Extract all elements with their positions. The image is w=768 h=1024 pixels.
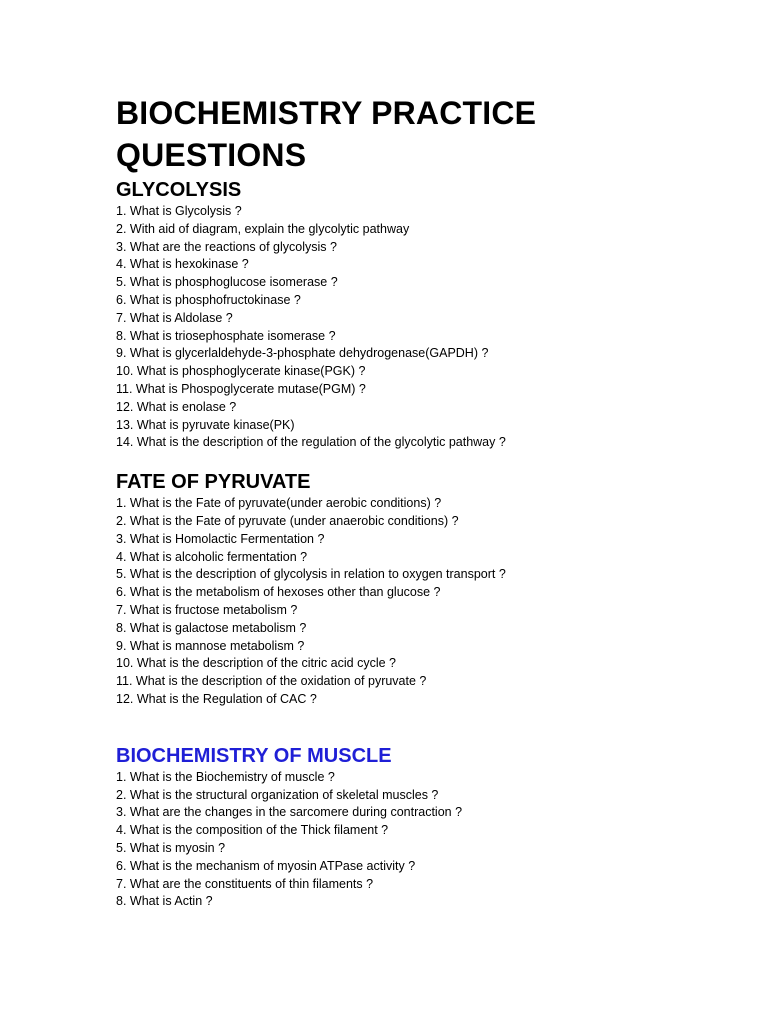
question-item: 7. What are the constituents of thin filaments ?	[116, 876, 374, 891]
question-item: 8. What is triosephosphate isomerase ?	[116, 328, 336, 343]
question-item: 3. What are the changes in the sarcomere during contraction ?	[116, 805, 463, 820]
section-heading-fate-of-pyruvate: FATE OF PYRUVATE	[116, 471, 311, 494]
question-list-fate-of-pyruvate	[116, 495, 736, 709]
question-item: 3. What are the reactions of glycolysis ?	[116, 239, 337, 254]
question-item: 12. What is the Regulation of CAC ?	[116, 691, 317, 706]
section-biochemistry-of-muscle	[116, 743, 736, 911]
section-heading-biochemistry-of-muscle: BIOCHEMISTRY OF MUSCLE	[116, 744, 392, 767]
document-title	[116, 92, 736, 176]
question-item: 10. What is the description of the citric acid cycle ?	[116, 656, 396, 671]
question-item: 13. What is pyruvate kinase(PK)	[116, 417, 295, 432]
document-title-line-2: QUESTIONS	[116, 137, 307, 173]
question-item: 6. What is phosphofructokinase ?	[116, 292, 301, 307]
question-item: 10. What is phosphoglycerate kinase(PGK) ?	[116, 364, 366, 379]
question-item: 7. What is Aldolase ?	[116, 310, 233, 325]
section-fate-of-pyruvate	[116, 469, 736, 709]
document-title-line-1: BIOCHEMISTRY PRACTICE	[116, 95, 537, 131]
question-item: 11. What is the description of the oxidation of pyruvate ?	[116, 674, 427, 689]
question-item: 9. What is mannose metabolism ?	[116, 638, 305, 653]
question-item: 3. What is Homolactic Fermentation ?	[116, 531, 325, 546]
section-glycolysis	[116, 177, 736, 452]
question-item: 8. What is Actin ?	[116, 894, 213, 909]
question-item: 4. What is the composition of the Thick filament ?	[116, 823, 389, 838]
question-item: 4. What is hexokinase ?	[116, 257, 249, 272]
question-item: 5. What is the description of glycolysis in relation to oxygen transport ?	[116, 567, 506, 582]
question-item: 1. What is the Fate of pyruvate(under aerobic conditions) ?	[116, 496, 442, 511]
document-page	[116, 92, 736, 911]
question-item: 2. With aid of diagram, explain the glycolytic pathway	[116, 221, 410, 236]
question-list-biochemistry-of-muscle	[116, 769, 736, 911]
question-item: 1. What is Glycolysis ?	[116, 204, 242, 218]
question-item: 14. What is the description of the regulation of the glycolytic pathway ?	[116, 435, 506, 450]
question-item: 5. What is phosphoglucose isomerase ?	[116, 275, 338, 290]
section-heading-glycolysis: GLYCOLYSIS	[116, 179, 242, 201]
question-list-glycolysis	[116, 203, 736, 452]
question-item: 2. What is the Fate of pyruvate (under anaerobic conditions) ?	[116, 513, 459, 528]
question-item: 5. What is myosin ?	[116, 840, 226, 855]
question-item: 2. What is the structural organization of skeletal muscles ?	[116, 787, 439, 802]
question-item: 8. What is galactose metabolism ?	[116, 620, 307, 635]
question-item: 11. What is Phospoglycerate mutase(PGM) ?	[116, 381, 366, 396]
question-item: 4. What is alcoholic fermentation ?	[116, 549, 308, 564]
question-item: 6. What is the mechanism of myosin ATPase activity ?	[116, 858, 416, 873]
question-item: 1. What is the Biochemistry of muscle ?	[116, 769, 335, 784]
question-item: 9. What is glycerlaldehyde-3-phosphate dehydrogenase(GAPDH) ?	[116, 346, 489, 361]
question-item: 7. What is fructose metabolism ?	[116, 602, 298, 617]
question-item: 12. What is enolase ?	[116, 399, 237, 414]
question-item: 6. What is the metabolism of hexoses other than glucose ?	[116, 585, 441, 600]
